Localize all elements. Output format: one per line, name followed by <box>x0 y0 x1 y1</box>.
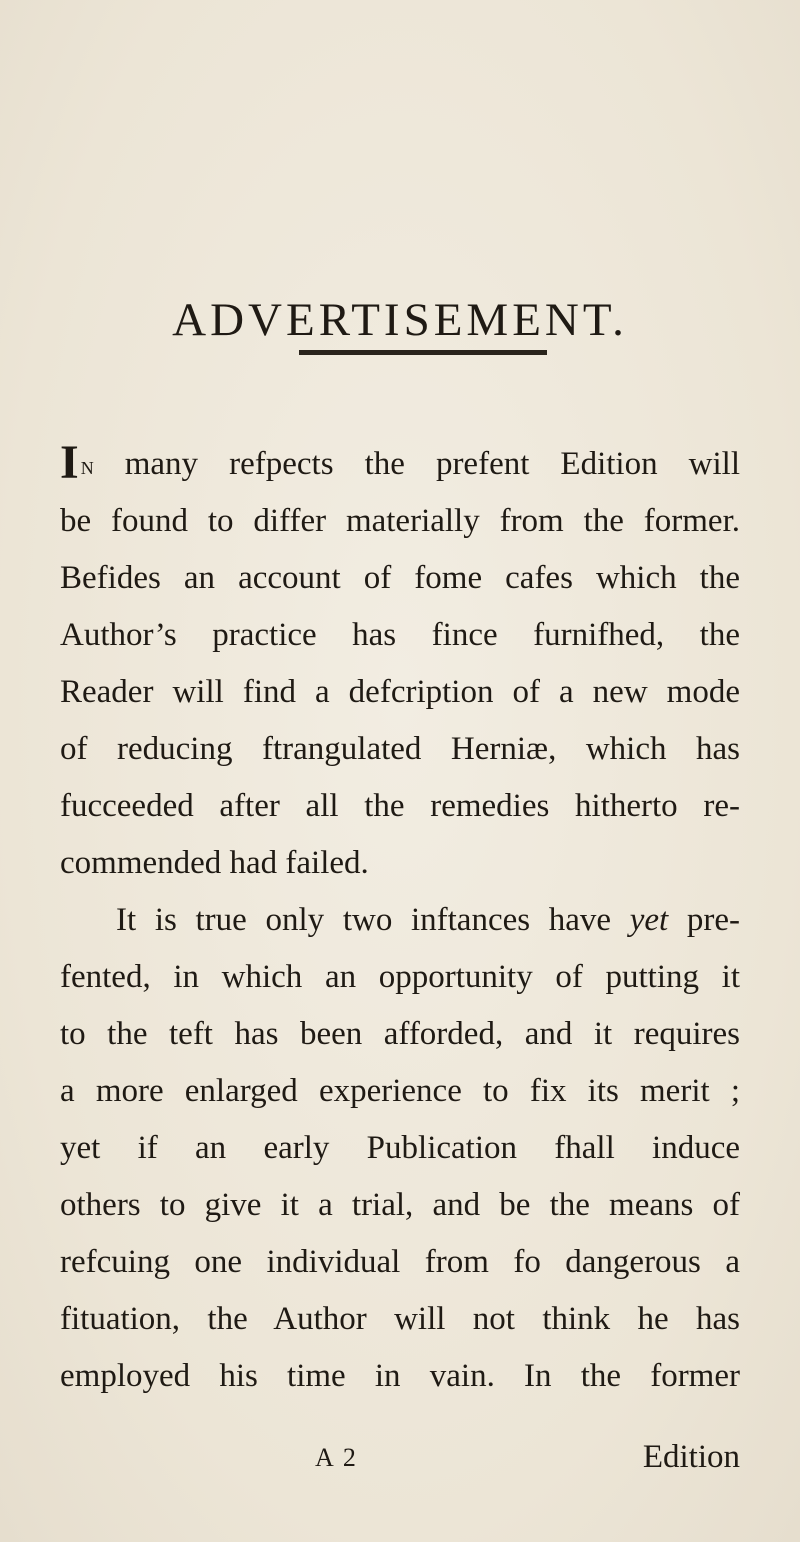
text-line: be found to differ materially from the former. <box>60 503 740 539</box>
text-line: a more enlarged experience to fix its merit ; <box>60 1073 740 1109</box>
body-text <box>60 436 740 1405</box>
text-line: yet if an early Publication fhall induce <box>60 1130 740 1166</box>
catchword: Edition <box>642 1439 740 1475</box>
text-line: fucceeded after all the remedies hitherto re- <box>60 788 740 824</box>
text-line: Befides an account of fome cafes which the <box>60 560 740 596</box>
paragraph-1-line-1 <box>60 436 740 493</box>
text-line: to the teft has been afforded, and it requires <box>60 1016 740 1052</box>
paragraph-2-line-1 <box>60 892 740 949</box>
text-fragment: It is true only two inftances have <box>116 902 630 938</box>
signature-mark: A 2 <box>315 1443 358 1472</box>
text-fragment: pre- <box>668 902 740 938</box>
text-line: others to give it a trial, and be the means of <box>60 1187 740 1223</box>
page-footer <box>60 1439 740 1493</box>
text-line: refcuing one individual from fo dangerous a <box>60 1244 740 1280</box>
text-line: commended had failed. <box>60 845 369 881</box>
text-line: fented, in which an opportunity of putting it <box>60 959 740 995</box>
text-line: of reducing ftrangulated Herniæ, which has <box>60 731 740 767</box>
decorative-rule <box>299 350 547 355</box>
text-line: employed his time in vain. In the former <box>60 1358 740 1394</box>
italic-word: yet <box>629 902 669 938</box>
text-line: Author’s practice has fince furnifhed, the <box>60 617 740 653</box>
text-line: many refpects the prefent Edition will <box>93 446 740 482</box>
lead-word: n <box>80 451 94 480</box>
drop-cap: I <box>60 436 79 489</box>
text-line: Reader will find a defcription of a new mode <box>60 674 740 710</box>
text-line: fituation, the Author will not think he has <box>60 1301 740 1337</box>
page-title: ADVERTISEMENT. <box>172 294 628 347</box>
